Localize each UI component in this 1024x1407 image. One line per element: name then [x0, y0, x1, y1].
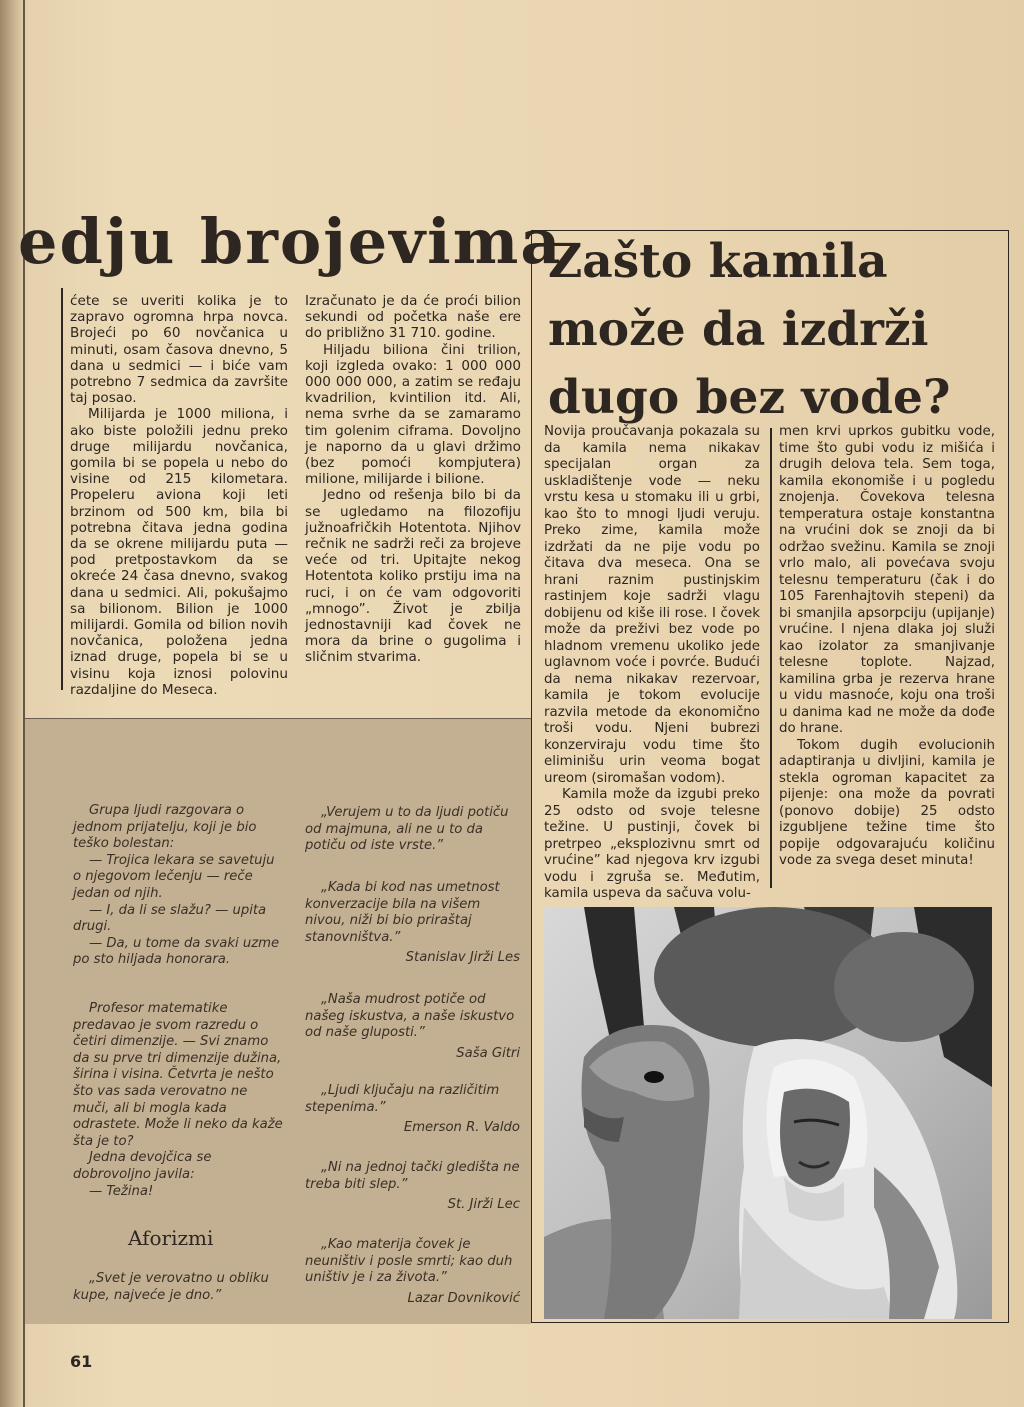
paragraph: Novija proučavanja pokazala su da kamila nema nikakav specijalan organ za uskladištenje vode — neku vrstu kesa u stomaku ili u grbi, kao što to mnogi ljudi veruju. Preko zime, kamila može izdržati da ne pije vodu po čitava dva meseca. Ona se hrani raznim pustinjskim rastinjem koje sadrži vlagu dobijenu od kiše ili rose. I čovek može da preživi bez vode po hladnom vremenu ukoliko jede uglavnom voće i povrće. Budući da nema nikakav rezervoar, kamila je tokom evolucije razvila metode da ekonomično troši vodu. Njeni bubrezi konzerviraju vodu time što eliminišu urin veoma bogat ureom (siromašan vodom). [544, 424, 760, 786]
left-article-title: edju brojevima [18, 205, 563, 278]
camel-photo-illustration [544, 907, 992, 1319]
aphorism-text: „Naša mudrost potiče od našeg iskustva, a naše iskustvo od naše gluposti.” [305, 992, 515, 1041]
joke-line: — I, da li se slažu? — upita drugi. [73, 902, 267, 935]
paragraph: ćete se uveriti kolika je to zapravo ogromna hrpa novca. Brojeći po 60 novčanica u minuti, osam časova dnevno, 5 dana u sedmici — i biće vam potrebno 7 sedmica da završite taj posao. [70, 293, 288, 407]
left-column-rule [61, 288, 63, 690]
title-line: dugo bez vode? [548, 370, 951, 425]
camel-photo [544, 907, 992, 1319]
paragraph: Jedno od rešenja bilo bi da se ugledamo na filozofiju južnoafričkih Hotentota. Njihov rečnik ne sadrži reči za brojeve veće od tri. Upitajte nekog Hotentota koliko prstiju ima na ruci, i on će vam odgovoriti „mnogo”. Život je zbilja jednostavniji kad čovek ne mora da brine o gugolima i sličnim stvarima. [305, 487, 521, 666]
paragraph: Kamila može da izgubi preko 25 odsto od svoje telesne težine. U pustinji, čovek bi pretrpeo „eksplozivnu smrt od vrućine” kad njegova krv izgubi vodu i zgruša se. Međutim, kamila uspeva da sačuva volu- [544, 787, 760, 901]
aphorism-text: „Kao materija čovek je neuništiv i posle smrti; kao duh uništiv je i za života.” [305, 1237, 513, 1286]
aphorism-text: „Kada bi kod nas umetnost konverzacije bila na višem nivou, niži bi bio priraštaj stanovništva.” [305, 880, 500, 945]
left-article-col2 [305, 293, 521, 666]
paragraph: Tokom dugih evolucionih adaptiranja u divljini, kamila je stekla ogroman kapacitet za pijenje: ona može da povrati (ponovo dobije) 25 odsto izgubljene težine time što popije odgovarajuću količinu vode za svega deset minuta! [779, 737, 995, 868]
paragraph: Hiljadu biliona čini trilion, koji izgleda ovako: 1 000 000 000 000 000, a zatim se ređaju kvadrilion, kvintilion itd. Ali, nema svrhe da se zamaramo tim golenim ciframa. Dovoljno je naporno da u glavi držimo (bez pomoći kompjutera) milione, milijarde i bilione. [305, 341, 521, 488]
paragraph: men krvi uprkos gubitku vode, time što gubi vodu iz mišića i drugih delova tela. Sem toga, kamila ekonomiše i u pogledu znojenja. Čovekova telesna temperatura ostaje konstantna na vrućini dok se znoji da bi održao svežinu. Kamila se znoji vrlo malo, ali povećava svoju telesnu temperaturu (čak i do 105 Farenhajtovih stepeni) da bi smanjila apsorpciju (upijanje) vrućine. I njena dlaka joj služi kao izolator za smanjivanje telesne toplote. Najzad, kamilina grba je rezerva hrane u vidu masnoće, koju ona troši u danima kad ne može da dođe do hrane. [779, 424, 995, 736]
joke-line: Grupa ljudi razgovara o jednom prijatelju, koji je bio teško bolestan: [73, 803, 257, 852]
aphorism-author: Stanislav Jirži Les [405, 950, 520, 966]
title-line: Zašto kamila [548, 234, 888, 289]
joke-line: — Da, u tome da svaki uzme po sto hiljada honorara. [73, 935, 280, 968]
aphorism-1 [305, 805, 520, 855]
aphorism-text: „Ni na jednoj tački gledišta ne treba biti slep.” [305, 1160, 520, 1192]
bottom-aphorism [73, 1271, 285, 1304]
title-line: može da izdrži [548, 302, 929, 357]
joke-2 [73, 1001, 285, 1200]
camel-column-rule [770, 428, 772, 888]
camel-article-col1 [544, 424, 760, 903]
left-article-col1 [70, 293, 288, 698]
aphorism-text: „Verujem u to da ljudi potiču od majmuna, ali ne u to da potiču od iste vrste.” [305, 805, 509, 854]
aphorism-3 [305, 992, 520, 1062]
joke-line: Profesor matematike predavao je svom razredu o četiri dimenzije. — Svi znamo da su prve tri dimenzije dužina, širina i visina. Četvrta je nešto što vas sada verovatno ne muči, ali bi mogla kada odrastete. Može li neko da kaže šta je to? [73, 1001, 283, 1149]
page-number: 61 [70, 1352, 93, 1371]
aphorism-author: St. Jirži Lec [447, 1197, 520, 1213]
aphorism-5 [305, 1160, 520, 1214]
aphorism-author: Saša Gitri [456, 1045, 520, 1061]
aphorism-text: „Svet je verovatno u obliku kupe, najveće je dno.” [73, 1271, 269, 1303]
joke-line: — Trojica lekara se savetuju o njegovom lečenju — reče jedan od njih. [73, 852, 275, 901]
aphorism-2 [305, 880, 520, 967]
aphorism-6 [305, 1237, 520, 1307]
aforizmi-heading: Aforizmi [128, 1226, 214, 1250]
camel-article-title [548, 228, 1006, 432]
camel-article-col2 [779, 424, 995, 870]
aphorism-author: Emerson R. Valdo [403, 1120, 520, 1136]
paragraph: Milijarda je 1000 miliona, i ako biste položili jednu preko druge milijardu novčanica, gomila bi se popela u nebo do visine od 215 kilometara. Propeleru aviona koji leti brzinom od 500 km, bila bi potrebna čitava jedna godina da se okrene milijardu puta — pod pretpostavkom da se okreće 24 časa dnevno, svakog dana u sedmici. Ali, pokušajmo sa bilionom. Bilion je 1000 milijardi. Gomila od bilion novih novčanica, položena jedna iznad druge, popela bi se u visinu koja iznosi polovinu razdaljine do Meseca. [70, 406, 288, 698]
joke-line: Jedna devojčica se dobrovoljno javila: [73, 1150, 212, 1182]
joke-1 [73, 803, 285, 969]
joke-line: — Težina! [89, 1183, 154, 1199]
aphorism-text: „Ljudi ključaju na različitim stepenima.” [305, 1083, 500, 1115]
aphorism-4 [305, 1083, 520, 1137]
aphorism-author: Lazar Dovniković [407, 1290, 520, 1306]
paragraph: Izračunato je da će proći bilion sekundi od početka naše ere do približno 31 710. godine. [305, 293, 521, 342]
